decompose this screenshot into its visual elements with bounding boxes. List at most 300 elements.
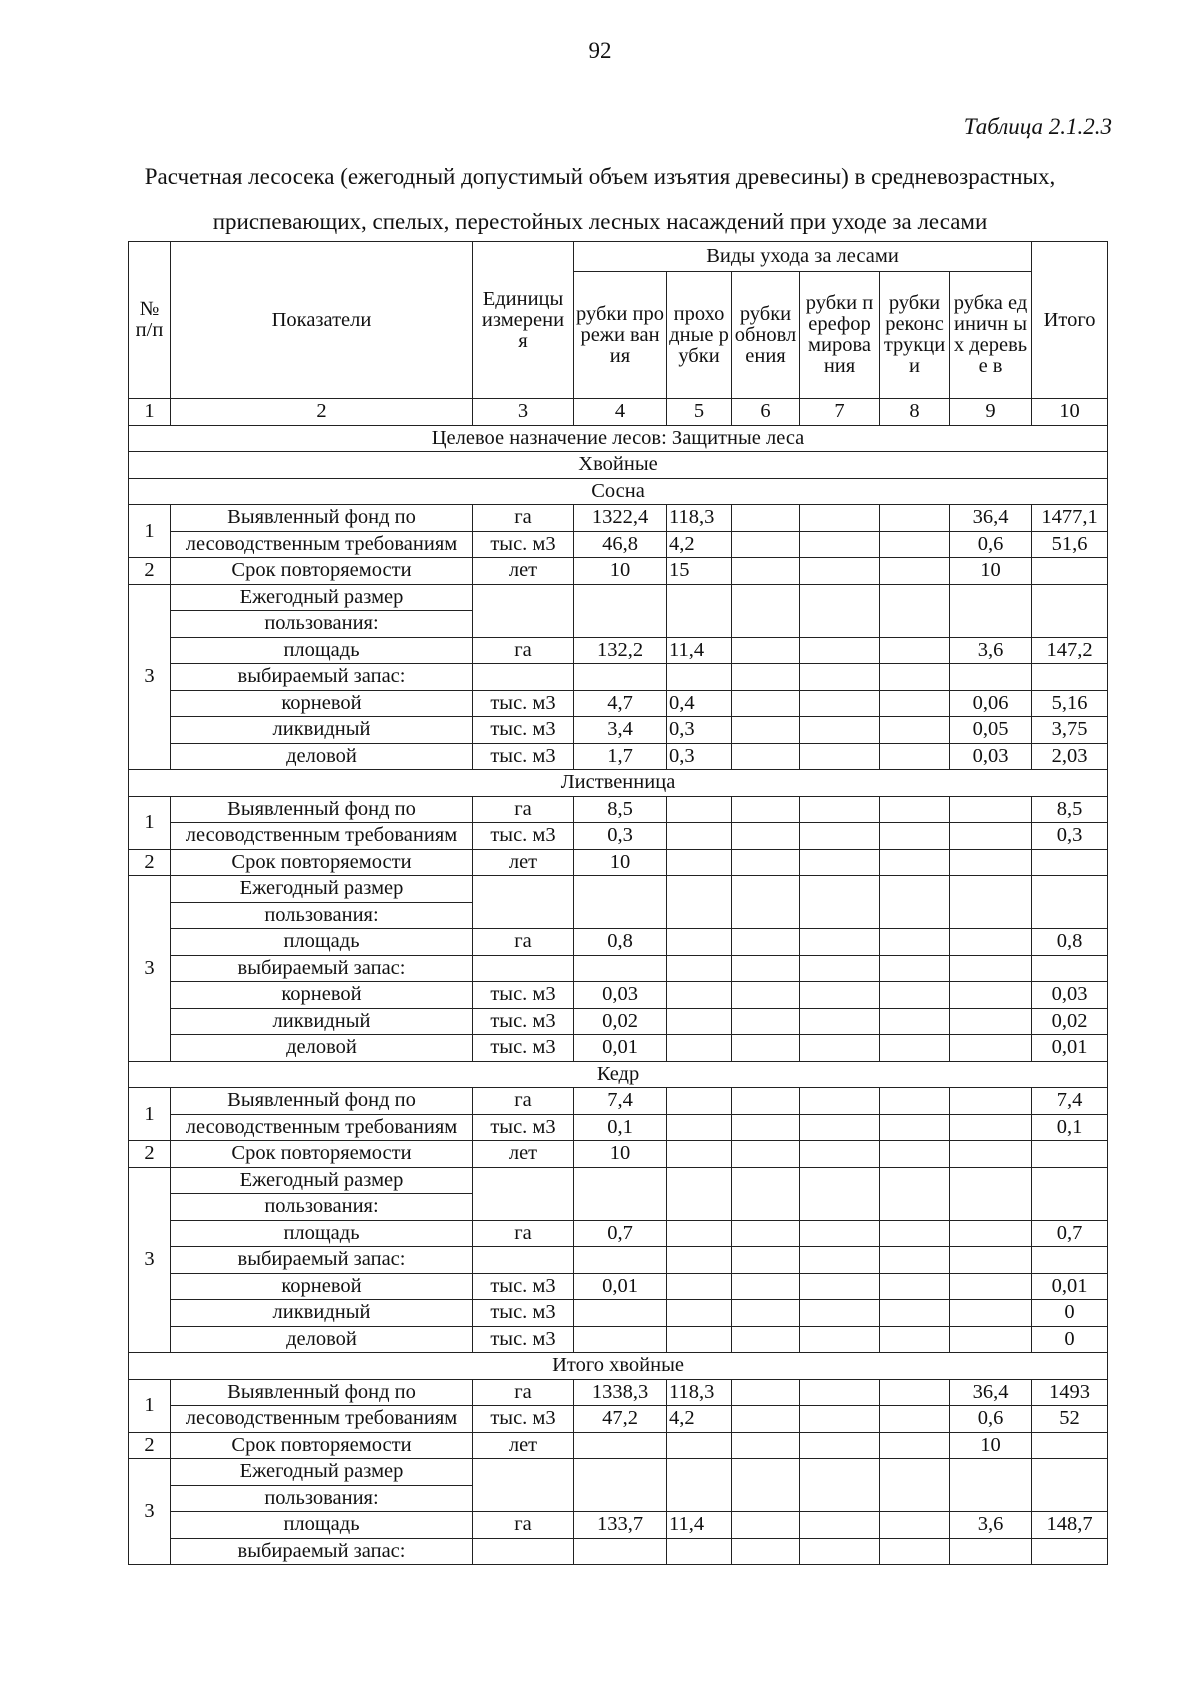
purpose-row: Целевое назначение лесов: Защитные леса bbox=[129, 425, 1108, 452]
value-cell: 0,6 bbox=[950, 1406, 1032, 1433]
value-cell: 10 bbox=[574, 849, 667, 876]
empty-cell bbox=[473, 1247, 574, 1274]
value-cell bbox=[732, 982, 800, 1009]
empty-cell bbox=[574, 955, 667, 982]
unit-cell: тыс. м3 bbox=[473, 717, 574, 744]
header-indicators: Показатели bbox=[171, 242, 473, 399]
indicator-label: деловой bbox=[171, 743, 473, 770]
empty-cell bbox=[800, 664, 880, 691]
value-cell: 0,06 bbox=[950, 690, 1032, 717]
table-row bbox=[129, 770, 1108, 797]
table-row bbox=[129, 1220, 1108, 1247]
value-cell bbox=[732, 1035, 800, 1062]
value-cell bbox=[950, 1088, 1032, 1115]
empty-cell bbox=[800, 1459, 880, 1512]
value-cell bbox=[732, 1008, 800, 1035]
table-row bbox=[129, 1432, 1108, 1459]
table-row bbox=[129, 558, 1108, 585]
unit-cell: тыс. м3 bbox=[473, 1114, 574, 1141]
value-cell bbox=[800, 717, 880, 744]
indicator-label: Ежегодный размер bbox=[171, 1459, 473, 1486]
value-cell bbox=[800, 929, 880, 956]
empty-cell bbox=[880, 1167, 950, 1220]
value-cell: 3,6 bbox=[950, 637, 1032, 664]
empty-cell bbox=[880, 664, 950, 691]
value-cell bbox=[880, 505, 950, 532]
value-cell: 0,6 bbox=[950, 531, 1032, 558]
value-cell bbox=[732, 1432, 800, 1459]
value-cell: 2,03 bbox=[1032, 743, 1108, 770]
unit-cell: тыс. м3 bbox=[473, 1008, 574, 1035]
value-cell bbox=[880, 849, 950, 876]
header-units: Единицы измерени я bbox=[473, 242, 574, 399]
empty-cell bbox=[1032, 876, 1108, 929]
value-cell: 0,05 bbox=[950, 717, 1032, 744]
value-cell bbox=[732, 1141, 800, 1168]
value-cell bbox=[800, 1035, 880, 1062]
value-cell bbox=[880, 1114, 950, 1141]
table-row bbox=[129, 584, 1108, 611]
unit-cell: га bbox=[473, 1379, 574, 1406]
empty-cell bbox=[732, 1247, 800, 1274]
col-number: 2 bbox=[171, 399, 473, 426]
empty-cell bbox=[667, 1538, 732, 1565]
table-row bbox=[129, 1273, 1108, 1300]
indicator-label: Выявленный фонд по bbox=[171, 796, 473, 823]
table-row bbox=[129, 690, 1108, 717]
empty-cell bbox=[732, 876, 800, 929]
table-row bbox=[129, 531, 1108, 558]
value-cell bbox=[880, 1300, 950, 1327]
row-number: 3 bbox=[129, 876, 171, 1062]
empty-cell bbox=[473, 1459, 574, 1512]
value-cell bbox=[574, 1326, 667, 1353]
value-cell: 133,7 bbox=[574, 1512, 667, 1539]
value-cell bbox=[950, 1114, 1032, 1141]
value-cell bbox=[880, 1379, 950, 1406]
header-col7: рубки перефор мирова ния bbox=[800, 272, 880, 399]
value-cell bbox=[880, 982, 950, 1009]
row-number: 1 bbox=[129, 796, 171, 849]
section-title: Лиственница bbox=[129, 770, 1108, 797]
value-cell: 1338,3 bbox=[574, 1379, 667, 1406]
value-cell: 11,4 bbox=[667, 1512, 732, 1539]
indicator-label: Срок повторяемости bbox=[171, 558, 473, 585]
value-cell bbox=[1032, 1141, 1108, 1168]
empty-cell bbox=[950, 876, 1032, 929]
value-cell bbox=[950, 849, 1032, 876]
unit-cell: тыс. м3 bbox=[473, 982, 574, 1009]
table-row bbox=[129, 1406, 1108, 1433]
empty-cell bbox=[574, 1167, 667, 1220]
value-cell bbox=[667, 1300, 732, 1327]
col-number: 10 bbox=[1032, 399, 1108, 426]
value-cell bbox=[800, 1220, 880, 1247]
value-cell bbox=[667, 849, 732, 876]
empty-cell bbox=[574, 664, 667, 691]
value-cell bbox=[880, 637, 950, 664]
value-cell: 1493 bbox=[1032, 1379, 1108, 1406]
header-col5: прохо дные рубки bbox=[667, 272, 732, 399]
unit-cell: тыс. м3 bbox=[473, 743, 574, 770]
value-cell: 0,01 bbox=[574, 1035, 667, 1062]
value-cell: 46,8 bbox=[574, 531, 667, 558]
empty-cell bbox=[800, 876, 880, 929]
value-cell bbox=[732, 1088, 800, 1115]
col-number: 7 bbox=[800, 399, 880, 426]
value-cell bbox=[950, 929, 1032, 956]
indicator-label: корневой bbox=[171, 690, 473, 717]
unit-cell: тыс. м3 bbox=[473, 1035, 574, 1062]
value-cell bbox=[574, 1300, 667, 1327]
table-row bbox=[129, 505, 1108, 532]
value-cell bbox=[732, 1326, 800, 1353]
table-reference: Таблица 2.1.2.3 bbox=[963, 114, 1112, 139]
header-col4: рубки прорежи вания bbox=[574, 272, 667, 399]
section-title: Итого хвойные bbox=[129, 1353, 1108, 1380]
table-row bbox=[129, 929, 1108, 956]
table-row bbox=[129, 478, 1108, 505]
empty-cell bbox=[473, 1538, 574, 1565]
value-cell bbox=[1032, 1432, 1108, 1459]
table-row bbox=[129, 955, 1108, 982]
unit-cell: га bbox=[473, 1220, 574, 1247]
unit-cell: лет bbox=[473, 1432, 574, 1459]
value-cell: 11,4 bbox=[667, 637, 732, 664]
value-cell bbox=[667, 1088, 732, 1115]
value-cell bbox=[950, 1300, 1032, 1327]
value-cell: 0,3 bbox=[667, 717, 732, 744]
value-cell: 52 bbox=[1032, 1406, 1108, 1433]
unit-cell: тыс. м3 bbox=[473, 1326, 574, 1353]
row-number: 3 bbox=[129, 1167, 171, 1353]
empty-cell bbox=[473, 664, 574, 691]
table-row bbox=[129, 1061, 1108, 1088]
value-cell bbox=[880, 717, 950, 744]
row-number: 1 bbox=[129, 505, 171, 558]
indicator-label: площадь bbox=[171, 1220, 473, 1247]
value-cell bbox=[880, 743, 950, 770]
empty-cell bbox=[800, 584, 880, 637]
value-cell bbox=[667, 1035, 732, 1062]
section-title: Сосна bbox=[129, 478, 1108, 505]
empty-cell bbox=[732, 584, 800, 637]
indicator-label: площадь bbox=[171, 637, 473, 664]
table-row bbox=[129, 1088, 1108, 1115]
table-row bbox=[129, 982, 1108, 1009]
indicator-label: Выявленный фонд по bbox=[171, 1088, 473, 1115]
value-cell: 8,5 bbox=[574, 796, 667, 823]
value-cell bbox=[800, 743, 880, 770]
value-cell bbox=[950, 1273, 1032, 1300]
empty-cell bbox=[800, 955, 880, 982]
value-cell: 0,3 bbox=[667, 743, 732, 770]
indicator-label: пользования: bbox=[171, 1485, 473, 1512]
value-cell bbox=[880, 1141, 950, 1168]
value-cell bbox=[732, 743, 800, 770]
indicator-label: выбираемый запас: bbox=[171, 664, 473, 691]
value-cell: 10 bbox=[950, 558, 1032, 585]
value-cell bbox=[950, 1141, 1032, 1168]
group-row: Хвойные bbox=[129, 452, 1108, 479]
empty-cell bbox=[667, 955, 732, 982]
indicator-label: ликвидный bbox=[171, 1008, 473, 1035]
value-cell bbox=[800, 690, 880, 717]
value-cell bbox=[880, 1088, 950, 1115]
table-row bbox=[129, 743, 1108, 770]
value-cell bbox=[732, 690, 800, 717]
empty-cell bbox=[950, 1459, 1032, 1512]
unit-cell: га bbox=[473, 796, 574, 823]
value-cell bbox=[800, 1300, 880, 1327]
value-cell: 47,2 bbox=[574, 1406, 667, 1433]
empty-cell bbox=[574, 876, 667, 929]
indicator-label: лесоводственным требованиям bbox=[171, 1406, 473, 1433]
value-cell bbox=[880, 690, 950, 717]
value-cell bbox=[800, 823, 880, 850]
table-row bbox=[129, 1035, 1108, 1062]
table-row bbox=[129, 823, 1108, 850]
section-title: Кедр bbox=[129, 1061, 1108, 1088]
unit-cell: га bbox=[473, 505, 574, 532]
value-cell: 1322,4 bbox=[574, 505, 667, 532]
header-col6: рубки обновл ения bbox=[732, 272, 800, 399]
value-cell bbox=[800, 1273, 880, 1300]
value-cell: 0,3 bbox=[1032, 823, 1108, 850]
empty-cell bbox=[473, 584, 574, 637]
value-cell bbox=[667, 1432, 732, 1459]
indicator-label: Срок повторяемости bbox=[171, 1432, 473, 1459]
indicator-label: выбираемый запас: bbox=[171, 1247, 473, 1274]
empty-cell bbox=[667, 1459, 732, 1512]
empty-cell bbox=[667, 1167, 732, 1220]
col-number: 5 bbox=[667, 399, 732, 426]
empty-cell bbox=[1032, 1247, 1108, 1274]
unit-cell: тыс. м3 bbox=[473, 1300, 574, 1327]
value-cell bbox=[800, 1512, 880, 1539]
value-cell: 118,3 bbox=[667, 505, 732, 532]
value-cell bbox=[732, 849, 800, 876]
value-cell: 8,5 bbox=[1032, 796, 1108, 823]
value-cell: 0,1 bbox=[1032, 1114, 1108, 1141]
unit-cell: га bbox=[473, 637, 574, 664]
value-cell bbox=[667, 1141, 732, 1168]
indicator-label: Ежегодный размер bbox=[171, 1167, 473, 1194]
value-cell bbox=[880, 1220, 950, 1247]
value-cell bbox=[732, 823, 800, 850]
table-row bbox=[129, 664, 1108, 691]
column-number-row bbox=[129, 399, 1108, 426]
indicator-label: ликвидный bbox=[171, 1300, 473, 1327]
value-cell bbox=[950, 1008, 1032, 1035]
value-cell bbox=[732, 1273, 800, 1300]
unit-cell: тыс. м3 bbox=[473, 1273, 574, 1300]
empty-cell bbox=[732, 955, 800, 982]
table-row bbox=[129, 717, 1108, 744]
empty-cell bbox=[473, 955, 574, 982]
value-cell: 1477,1 bbox=[1032, 505, 1108, 532]
indicator-label: Ежегодный размер bbox=[171, 584, 473, 611]
indicator-label: выбираемый запас: bbox=[171, 955, 473, 982]
value-cell: 1,7 bbox=[574, 743, 667, 770]
value-cell: 0 bbox=[1032, 1300, 1108, 1327]
value-cell bbox=[800, 1114, 880, 1141]
value-cell: 3,75 bbox=[1032, 717, 1108, 744]
value-cell: 7,4 bbox=[574, 1088, 667, 1115]
cutting-area-table bbox=[128, 241, 1108, 1565]
value-cell bbox=[880, 929, 950, 956]
value-cell: 0,7 bbox=[574, 1220, 667, 1247]
unit-cell: тыс. м3 bbox=[473, 690, 574, 717]
empty-cell bbox=[800, 1247, 880, 1274]
empty-cell bbox=[667, 876, 732, 929]
value-cell: 0 bbox=[1032, 1326, 1108, 1353]
indicator-label: площадь bbox=[171, 1512, 473, 1539]
value-cell: 0,02 bbox=[1032, 1008, 1108, 1035]
indicator-label: лесоводственным требованиям bbox=[171, 1114, 473, 1141]
value-cell: 51,6 bbox=[1032, 531, 1108, 558]
empty-cell bbox=[574, 584, 667, 637]
value-cell bbox=[800, 1379, 880, 1406]
table-row bbox=[129, 1247, 1108, 1274]
value-cell bbox=[950, 823, 1032, 850]
row-number: 1 bbox=[129, 1088, 171, 1141]
value-cell bbox=[732, 717, 800, 744]
empty-cell bbox=[473, 876, 574, 929]
table-row bbox=[129, 1459, 1108, 1486]
indicator-label: Выявленный фонд по bbox=[171, 1379, 473, 1406]
indicator-label: корневой bbox=[171, 1273, 473, 1300]
value-cell bbox=[732, 1220, 800, 1247]
value-cell bbox=[880, 1326, 950, 1353]
indicator-label: площадь bbox=[171, 929, 473, 956]
value-cell: 0,01 bbox=[1032, 1035, 1108, 1062]
value-cell bbox=[667, 1220, 732, 1247]
value-cell bbox=[732, 796, 800, 823]
value-cell bbox=[800, 505, 880, 532]
empty-cell bbox=[732, 1459, 800, 1512]
empty-cell bbox=[574, 1247, 667, 1274]
unit-cell: тыс. м3 bbox=[473, 823, 574, 850]
value-cell bbox=[667, 1008, 732, 1035]
value-cell bbox=[732, 531, 800, 558]
value-cell bbox=[732, 1300, 800, 1327]
value-cell bbox=[574, 1432, 667, 1459]
unit-cell: лет bbox=[473, 849, 574, 876]
col-number: 6 bbox=[732, 399, 800, 426]
row-number: 2 bbox=[129, 1141, 171, 1168]
value-cell: 0,03 bbox=[574, 982, 667, 1009]
empty-cell bbox=[880, 1459, 950, 1512]
indicator-label: деловой bbox=[171, 1326, 473, 1353]
empty-cell bbox=[880, 1538, 950, 1565]
value-cell bbox=[1032, 558, 1108, 585]
value-cell bbox=[880, 531, 950, 558]
header-care-types: Виды ухода за лесами bbox=[574, 242, 1032, 272]
value-cell: 0,8 bbox=[1032, 929, 1108, 956]
indicator-label: пользования: bbox=[171, 902, 473, 929]
empty-cell bbox=[800, 1167, 880, 1220]
row-number: 3 bbox=[129, 584, 171, 770]
empty-cell bbox=[1032, 1167, 1108, 1220]
empty-cell bbox=[880, 955, 950, 982]
empty-cell bbox=[1032, 584, 1108, 637]
empty-cell bbox=[950, 664, 1032, 691]
value-cell bbox=[732, 505, 800, 532]
value-cell bbox=[950, 982, 1032, 1009]
value-cell bbox=[800, 531, 880, 558]
empty-cell bbox=[667, 584, 732, 637]
value-cell bbox=[732, 1406, 800, 1433]
empty-cell bbox=[880, 876, 950, 929]
value-cell bbox=[732, 558, 800, 585]
table-row bbox=[129, 1538, 1108, 1565]
empty-cell bbox=[574, 1538, 667, 1565]
table-row bbox=[129, 796, 1108, 823]
indicator-label: Срок повторяемости bbox=[171, 1141, 473, 1168]
indicator-label: ликвидный bbox=[171, 717, 473, 744]
empty-cell bbox=[950, 584, 1032, 637]
value-cell: 10 bbox=[950, 1432, 1032, 1459]
value-cell bbox=[667, 1273, 732, 1300]
table-row bbox=[129, 876, 1108, 903]
value-cell: 5,16 bbox=[1032, 690, 1108, 717]
value-cell bbox=[800, 1141, 880, 1168]
value-cell: 0,7 bbox=[1032, 1220, 1108, 1247]
value-cell: 0,03 bbox=[1032, 982, 1108, 1009]
value-cell bbox=[667, 823, 732, 850]
empty-cell bbox=[880, 1247, 950, 1274]
value-cell bbox=[880, 1273, 950, 1300]
header-num: № п/п bbox=[129, 242, 171, 399]
value-cell bbox=[800, 1432, 880, 1459]
indicator-label: Выявленный фонд по bbox=[171, 505, 473, 532]
header-total: Итого bbox=[1032, 242, 1108, 399]
value-cell: 118,3 bbox=[667, 1379, 732, 1406]
unit-cell: лет bbox=[473, 558, 574, 585]
table-row bbox=[129, 1008, 1108, 1035]
col-number: 4 bbox=[574, 399, 667, 426]
value-cell bbox=[880, 1432, 950, 1459]
value-cell bbox=[880, 1035, 950, 1062]
indicator-label: Срок повторяемости bbox=[171, 849, 473, 876]
empty-cell bbox=[880, 584, 950, 637]
value-cell: 3,6 bbox=[950, 1512, 1032, 1539]
empty-cell bbox=[574, 1459, 667, 1512]
col-number: 1 bbox=[129, 399, 171, 426]
value-cell bbox=[950, 1326, 1032, 1353]
value-cell bbox=[880, 823, 950, 850]
value-cell bbox=[800, 1406, 880, 1433]
unit-cell: га bbox=[473, 1512, 574, 1539]
value-cell: 147,2 bbox=[1032, 637, 1108, 664]
row-number: 2 bbox=[129, 849, 171, 876]
indicator-label: лесоводственным требованиям bbox=[171, 531, 473, 558]
value-cell bbox=[732, 1512, 800, 1539]
value-cell: 7,4 bbox=[1032, 1088, 1108, 1115]
header-col9: рубка единичн ых деревье в bbox=[950, 272, 1032, 399]
value-cell: 10 bbox=[574, 1141, 667, 1168]
unit-cell: га bbox=[473, 1088, 574, 1115]
empty-cell bbox=[950, 955, 1032, 982]
unit-cell: га bbox=[473, 929, 574, 956]
table-row bbox=[129, 637, 1108, 664]
empty-cell bbox=[1032, 1538, 1108, 1565]
value-cell bbox=[950, 796, 1032, 823]
table-row bbox=[129, 1167, 1108, 1194]
unit-cell: лет bbox=[473, 1141, 574, 1168]
value-cell bbox=[732, 1379, 800, 1406]
